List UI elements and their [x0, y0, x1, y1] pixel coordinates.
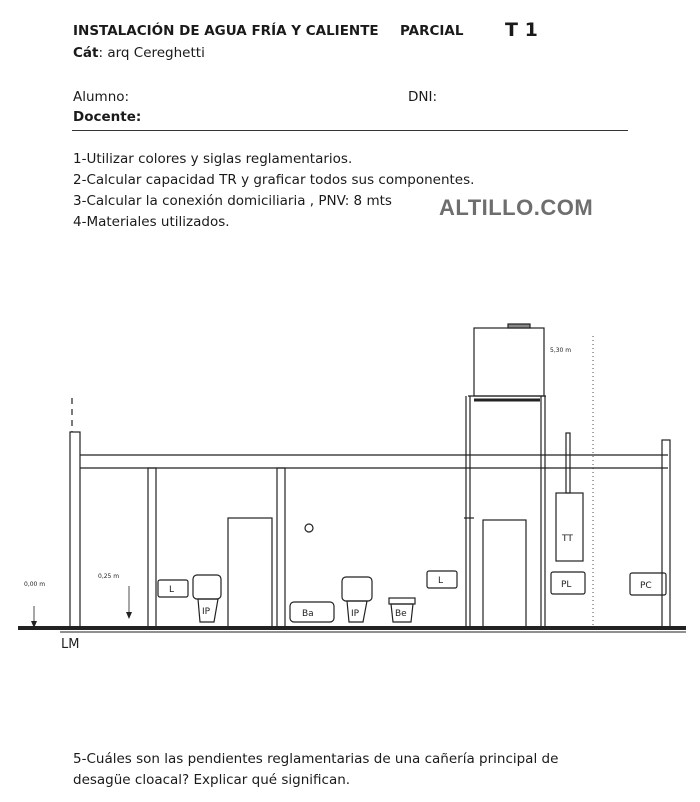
task-1: 1-Utilizar colores y siglas reglamentarios. — [73, 151, 353, 167]
lavatory-1-label: L — [169, 585, 175, 595]
kitchen-sink-label: PL — [561, 580, 572, 590]
vent-circle — [305, 524, 313, 532]
exam-type: PARCIAL — [400, 23, 464, 39]
tank-lid — [508, 324, 530, 328]
tank-level-label: 5,30 m — [550, 347, 572, 354]
chair-label: Cát — [73, 45, 99, 61]
door-1 — [228, 518, 272, 628]
toilet-2-tank — [342, 577, 372, 601]
water-heater-body — [556, 493, 583, 561]
header-divider — [72, 130, 628, 131]
water-heater-label: TT — [562, 534, 573, 544]
door-2 — [483, 520, 526, 628]
exam-code: T 1 — [505, 19, 538, 41]
task-3: 3-Calcular la conexión domiciliaria , PNV: 8 mts — [73, 193, 392, 209]
bathtub-label: Ba — [302, 609, 314, 619]
sill-level-label: 0,25 m — [98, 573, 120, 580]
laundry-sink-label: PC — [640, 581, 652, 591]
dni-label: DNI: — [408, 89, 438, 105]
boundary-wall — [70, 432, 80, 628]
chair-line — [73, 45, 205, 61]
floor-level-label: 0,00 m — [24, 581, 46, 588]
interior-wall-1 — [148, 468, 156, 628]
toilet-2-label: IP — [351, 609, 360, 619]
question-5-line-2: desagüe cloacal? Explicar qué significan. — [73, 772, 351, 788]
sill-level-arrow — [126, 612, 132, 619]
interior-wall-2 — [277, 468, 285, 628]
question-5-line-1: 5-Cuáles son las pendientes reglamentarias de una cañería principal de — [73, 751, 559, 767]
toilet-1-label: IP — [202, 607, 211, 617]
exam-title: INSTALACIÓN DE AGUA FRÍA Y CALIENTE — [73, 23, 379, 39]
watermark: ALTILLO.COM — [439, 195, 594, 220]
lavatory-2-label: L — [438, 576, 444, 586]
bidet-label: Be — [395, 609, 407, 619]
teacher-label: Docente: — [73, 109, 142, 125]
chair-value: : arq Cereghetti — [98, 45, 205, 61]
property-line-label: LM — [61, 637, 80, 652]
bidet-top — [389, 598, 415, 604]
student-label: Alumno: — [73, 89, 130, 105]
installation-section-drawing — [0, 300, 700, 660]
task-4: 4-Materiales utilizados. — [73, 214, 230, 230]
water-tank — [474, 328, 544, 396]
heater-flue — [566, 433, 570, 493]
toilet-1-tank — [193, 575, 221, 599]
task-2: 2-Calcular capacidad TR y graficar todos sus componentes. — [73, 172, 475, 188]
